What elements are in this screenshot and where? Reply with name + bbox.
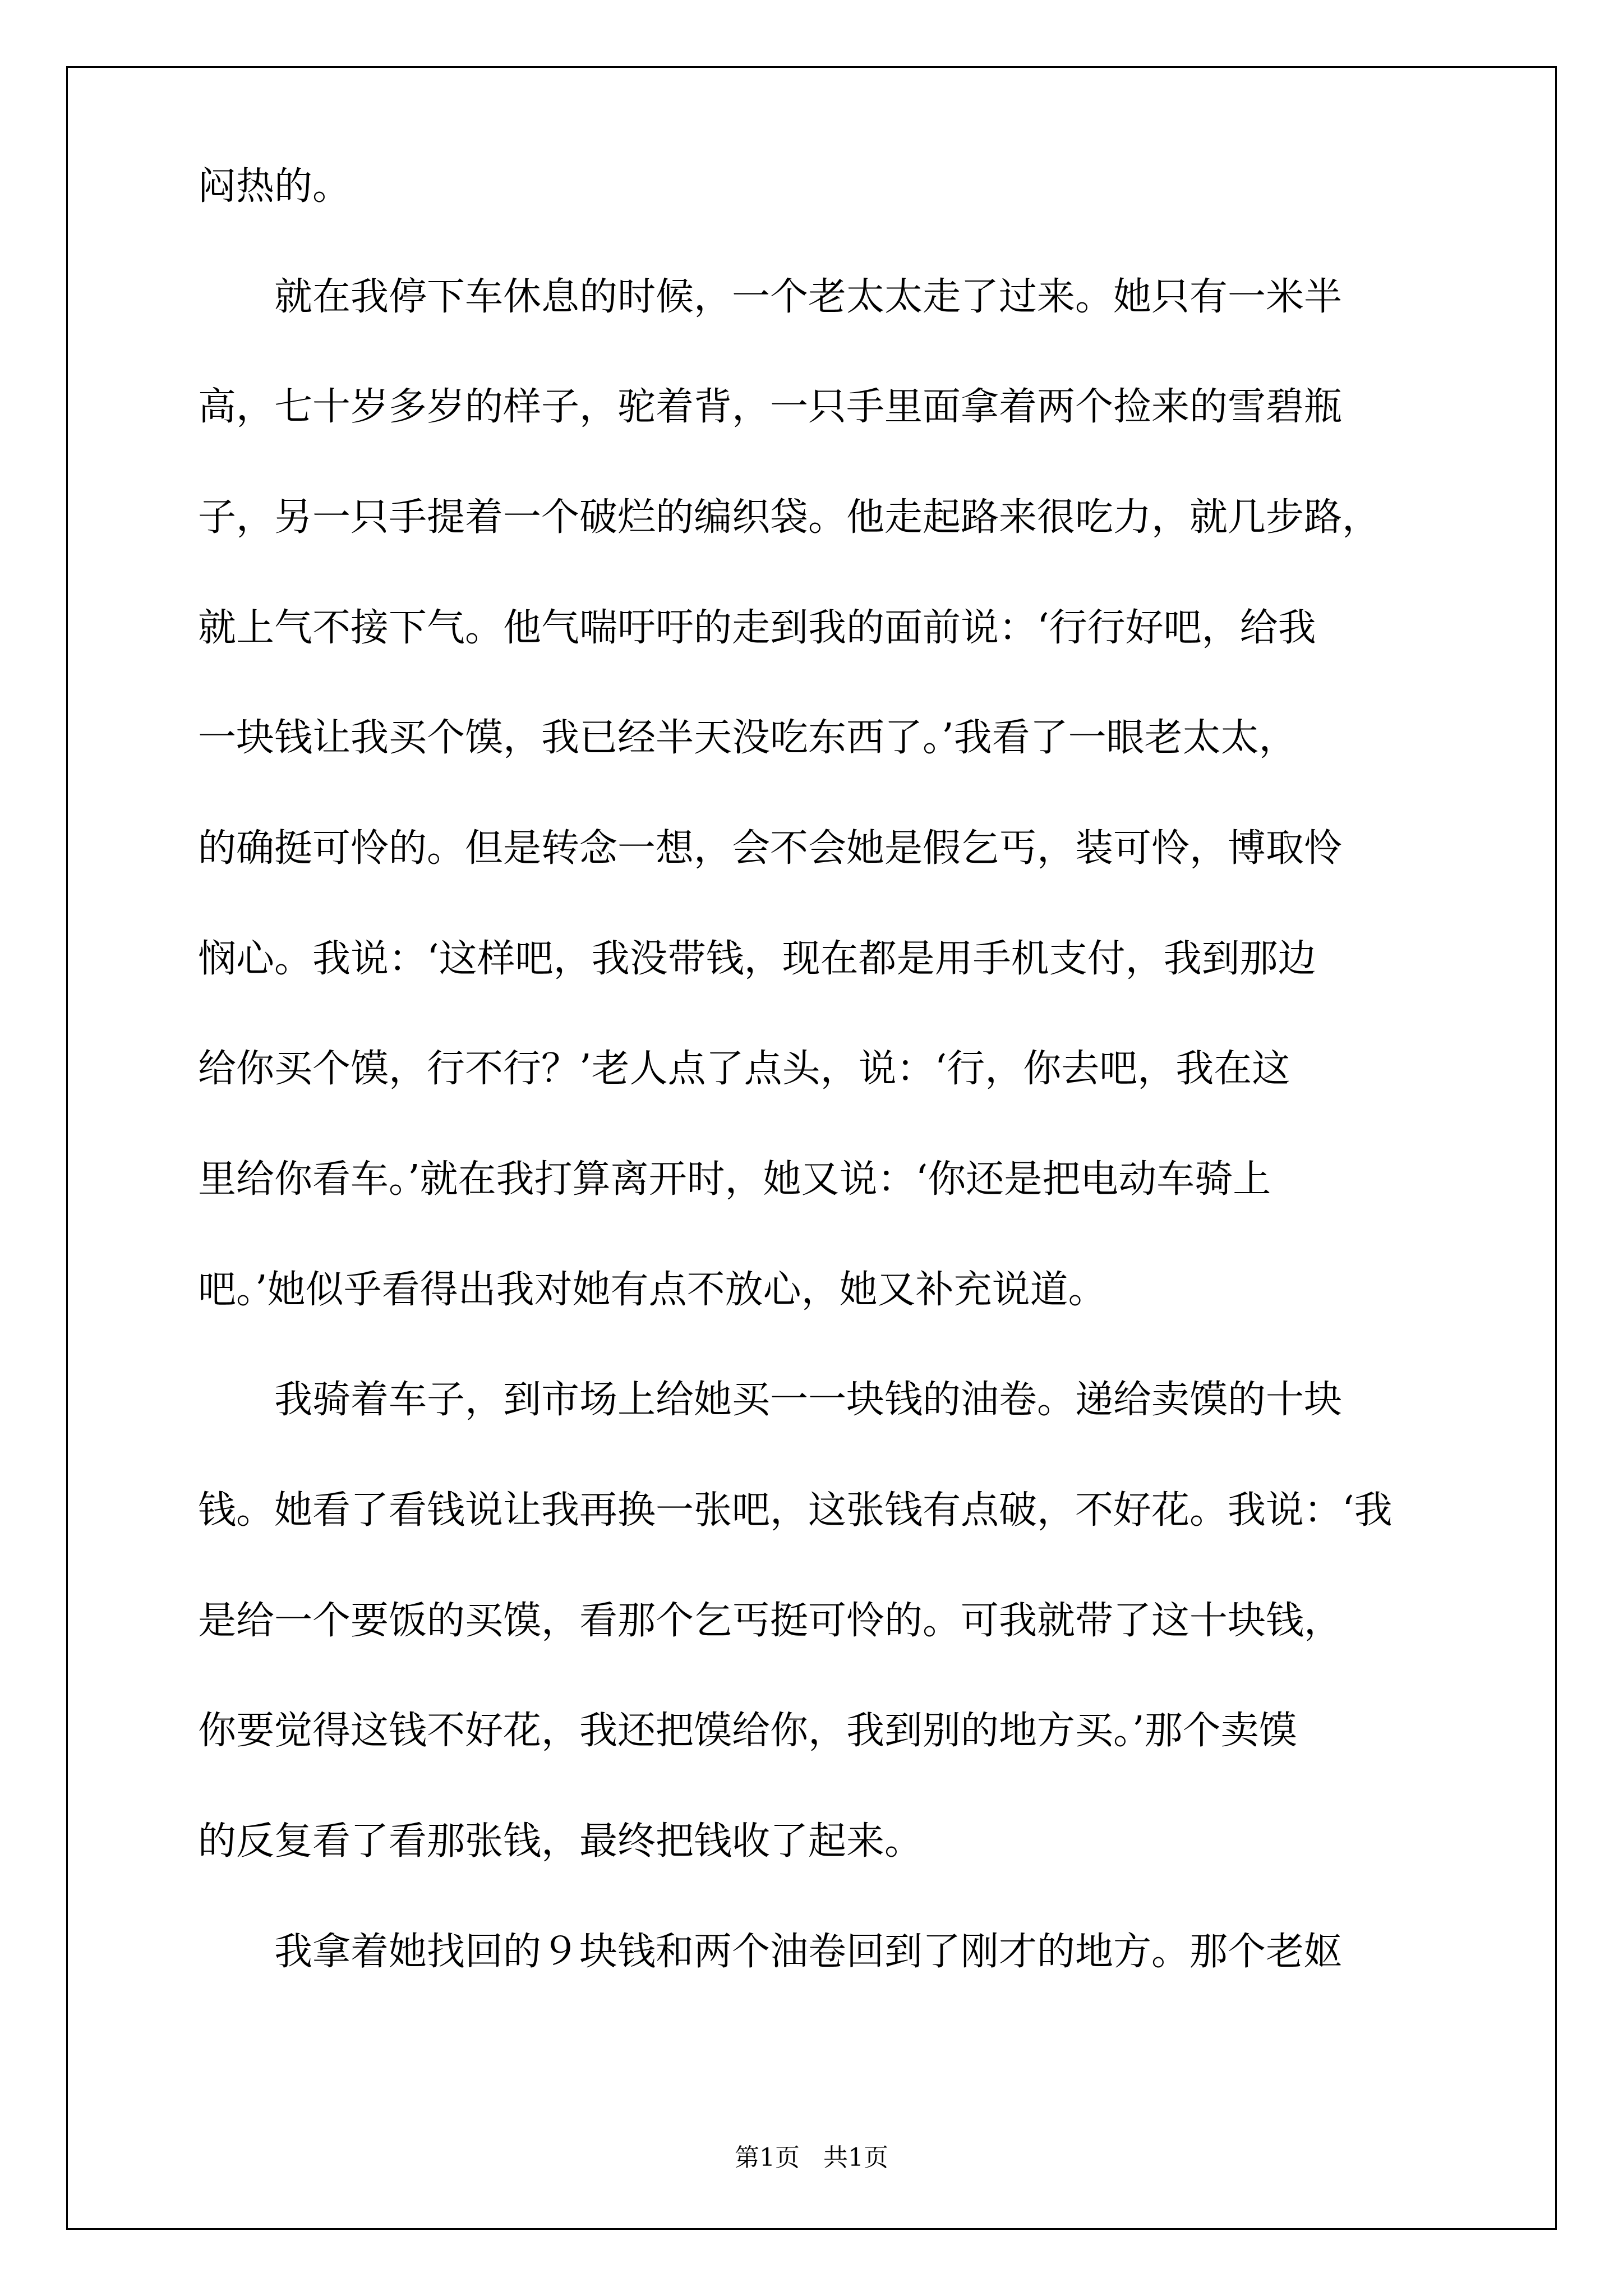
text-line: 我拿着她找回的９块钱和两个油卷回到了刚才的地方。那个老妪: [198, 1930, 1343, 1974]
text-line: 的反复看了看那张钱，最终把钱收了起来。: [198, 1819, 923, 1864]
text-line: 给你买个馍，行不行？’老人点了点头，说：‘行，你去吧，我在这: [198, 1047, 1290, 1091]
text-line: 一块钱让我买个馍，我已经半天没吃东西了。’我看了一眼老太太，: [198, 716, 1297, 760]
text-line: 里给你看车。’就在我打算离开时，她又说：‘你还是把电动车骑上: [198, 1157, 1271, 1202]
text-line: 就上气不接下气。他气喘吁吁的走到我的面前说：‘行行好吧，给我: [198, 606, 1316, 650]
text-line: 子，另一只手提着一个破烂的编织袋。他走起路来很吃力，就几步路，: [198, 495, 1381, 540]
text-line: 高，七十岁多岁的样子，驼着背，一只手里面拿着两个捡来的雪碧瓶: [198, 385, 1343, 429]
text-line: 闷热的。: [198, 164, 351, 209]
page-number-footer: 第1页 共1页: [735, 2143, 888, 2172]
text-line: 我骑着车子，到市场上给她买一一块钱的油卷。递给卖馍的十块: [198, 1378, 1343, 1422]
text-line: 吧。’她似乎看得出我对她有点不放心，她又补充说道。: [198, 1268, 1106, 1312]
text-line: 钱。她看了看钱说让我再换一张吧，这张钱有点破，不好花。我说：‘我: [198, 1488, 1393, 1533]
text-line: 你要觉得这钱不好花，我还把馍给你，我到别的地方买。’那个卖馍: [198, 1709, 1297, 1753]
text-line: 的确挺可怜的。但是转念一想，会不会她是假乞丐，装可怜，博取怜: [198, 826, 1343, 871]
text-line: 悯心。我说：‘这样吧，我没带钱，现在都是用手机支付，我到那边: [198, 937, 1316, 981]
text-line: 就在我停下车休息的时候，一个老太太走了过来。她只有一米半: [198, 275, 1343, 319]
text-line: 是给一个要饭的买馍，看那个乞丐挺可怜的。可我就带了这十块钱，: [198, 1599, 1343, 1643]
